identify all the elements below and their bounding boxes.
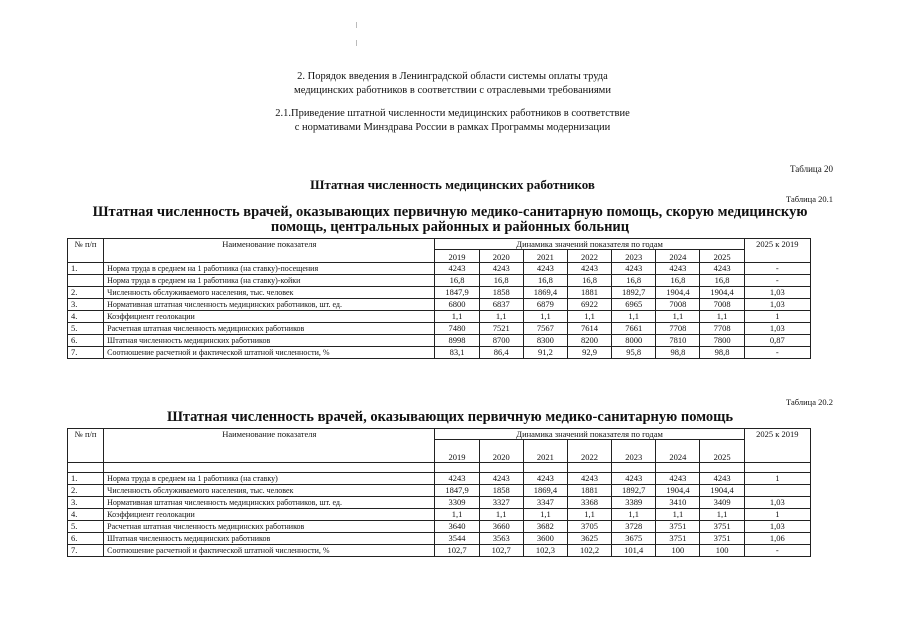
- ratio-cell: -: [744, 347, 810, 359]
- value-cell: 4243: [479, 473, 523, 485]
- table-row: [68, 323, 811, 335]
- value-cell: 16,8: [435, 275, 479, 287]
- value-cell: 95,8: [612, 347, 656, 359]
- empty-cell: [523, 463, 567, 473]
- value-cell: 16,8: [479, 275, 523, 287]
- value-cell: 1,1: [612, 311, 656, 323]
- empty-cell: [435, 463, 479, 473]
- empty-cell: [656, 463, 700, 473]
- value-cell: 3728: [612, 521, 656, 533]
- value-cell: 3751: [700, 521, 744, 533]
- ratio-cell: -: [744, 275, 810, 287]
- spacer-row: [68, 463, 811, 473]
- value-cell: 1858: [479, 485, 523, 497]
- value-cell: 7708: [656, 323, 700, 335]
- row-number: [68, 275, 104, 287]
- value-cell: 86,4: [479, 347, 523, 359]
- value-cell: 1904,4: [700, 287, 744, 299]
- value-cell: 3640: [435, 521, 479, 533]
- value-cell: 6800: [435, 299, 479, 311]
- year-header: 2023: [612, 250, 656, 263]
- value-cell: 8200: [567, 335, 611, 347]
- value-cell: 16,8: [656, 275, 700, 287]
- row-number: 2.: [68, 485, 104, 497]
- section-heading: [0, 70, 905, 98]
- table-row: [68, 287, 811, 299]
- ratio-cell: 0,87: [744, 335, 810, 347]
- value-cell: 1904,4: [656, 485, 700, 497]
- year-header: 2019: [435, 250, 479, 263]
- value-cell: 98,8: [700, 347, 744, 359]
- value-cell: 4243: [567, 263, 611, 275]
- value-cell: 3409: [700, 497, 744, 509]
- value-cell: 3327: [479, 497, 523, 509]
- empty-cell: [612, 463, 656, 473]
- value-cell: 100: [656, 545, 700, 557]
- row-number: 7.: [68, 545, 104, 557]
- value-cell: 4243: [656, 263, 700, 275]
- row-number: 3.: [68, 299, 104, 311]
- value-cell: 1904,4: [700, 485, 744, 497]
- value-cell: 3751: [656, 521, 700, 533]
- table-row: [68, 521, 811, 533]
- value-cell: 7661: [612, 323, 656, 335]
- value-cell: 3682: [523, 521, 567, 533]
- value-cell: 98,8: [656, 347, 700, 359]
- value-cell: 3675: [612, 533, 656, 545]
- value-cell: 1,1: [656, 509, 700, 521]
- ratio-cell: 1,03: [744, 323, 810, 335]
- value-cell: 16,8: [700, 275, 744, 287]
- year-header: 2024: [656, 440, 700, 463]
- value-cell: 1,1: [656, 311, 700, 323]
- value-cell: 1881: [567, 485, 611, 497]
- col-header-name: Наименование показателя: [104, 429, 435, 463]
- value-cell: 102,2: [567, 545, 611, 557]
- ratio-cell: -: [744, 545, 810, 557]
- row-number: 1.: [68, 473, 104, 485]
- row-name: Расчетная штатная численность медицинских работников: [104, 323, 435, 335]
- value-cell: 1,1: [523, 311, 567, 323]
- row-number: 6.: [68, 533, 104, 545]
- table-row: [68, 485, 811, 497]
- table-row: [68, 533, 811, 545]
- value-cell: 1847,9: [435, 485, 479, 497]
- value-cell: 102,7: [435, 545, 479, 557]
- col-header-dynamics: Динамика значений показателя по годам: [435, 429, 744, 440]
- value-cell: 1904,4: [656, 287, 700, 299]
- ratio-cell: 1: [744, 473, 810, 485]
- value-cell: 1,1: [700, 509, 744, 521]
- value-cell: 7008: [700, 299, 744, 311]
- row-number: 6.: [68, 335, 104, 347]
- value-cell: 4243: [523, 263, 567, 275]
- ratio-cell: 1,03: [744, 521, 810, 533]
- value-cell: 7614: [567, 323, 611, 335]
- value-cell: 4243: [567, 473, 611, 485]
- empty-cell: [104, 463, 435, 473]
- table-row: [68, 335, 811, 347]
- value-cell: 16,8: [612, 275, 656, 287]
- value-cell: 1858: [479, 287, 523, 299]
- year-header: 2025: [700, 250, 744, 263]
- row-number: 5.: [68, 323, 104, 335]
- value-cell: 1,1: [435, 311, 479, 323]
- value-cell: 8300: [523, 335, 567, 347]
- value-cell: 7521: [479, 323, 523, 335]
- value-cell: 7810: [656, 335, 700, 347]
- value-cell: 1,1: [479, 311, 523, 323]
- value-cell: 3347: [523, 497, 567, 509]
- year-header: 2025: [700, 440, 744, 463]
- value-cell: 3660: [479, 521, 523, 533]
- table1-title: Штатная численность врачей, оказывающих первичную медико-санитарную помощь, скорую медицинскую помощь, центральных районных и районных больниц: [92, 204, 808, 235]
- row-name: Коэффициент геолокации: [104, 509, 435, 521]
- main-title: Штатная численность медицинских работников: [310, 177, 595, 192]
- value-cell: 4243: [612, 263, 656, 275]
- row-name: Расчетная штатная численность медицинских работников: [104, 521, 435, 533]
- value-cell: 3625: [567, 533, 611, 545]
- table-row: [68, 497, 811, 509]
- value-cell: 8998: [435, 335, 479, 347]
- row-name: Норма труда в среднем на 1 работника (на ставку): [104, 473, 435, 485]
- col-header-no: № п/п: [68, 239, 104, 263]
- value-cell: 1847,9: [435, 287, 479, 299]
- value-cell: 3309: [435, 497, 479, 509]
- table2-body: [68, 463, 811, 557]
- value-cell: 8000: [612, 335, 656, 347]
- section-heading-line2: медицинских работников в соответствии с отраслевыми требованиями: [294, 85, 611, 96]
- value-cell: 1,1: [612, 509, 656, 521]
- value-cell: 6837: [479, 299, 523, 311]
- year-header: 2021: [523, 440, 567, 463]
- row-number: 4.: [68, 509, 104, 521]
- row-name: Соотношение расчетной и фактической штатной численности, %: [104, 545, 435, 557]
- value-cell: 1,1: [479, 509, 523, 521]
- value-cell: 102,3: [523, 545, 567, 557]
- row-number: 3.: [68, 497, 104, 509]
- table-row: [68, 473, 811, 485]
- empty-cell: [744, 463, 810, 473]
- value-cell: 91,2: [523, 347, 567, 359]
- year-header: 2020: [479, 440, 523, 463]
- row-name: Норма труда в среднем на 1 работника (на ставку)-посещения: [104, 263, 435, 275]
- value-cell: 3751: [656, 533, 700, 545]
- value-cell: 6879: [523, 299, 567, 311]
- table-row: [68, 347, 811, 359]
- value-cell: 4243: [656, 473, 700, 485]
- table-row: [68, 311, 811, 323]
- table-row: [68, 545, 811, 557]
- table-ref-20-1: Таблица 20.1: [786, 194, 833, 204]
- value-cell: 3389: [612, 497, 656, 509]
- value-cell: 83,1: [435, 347, 479, 359]
- row-name: Нормативная штатная численность медицинских работников, шт. ед.: [104, 497, 435, 509]
- value-cell: 1892,7: [612, 485, 656, 497]
- table-row: [68, 275, 811, 287]
- value-cell: 92,9: [567, 347, 611, 359]
- year-header: 2022: [567, 250, 611, 263]
- value-cell: 7480: [435, 323, 479, 335]
- row-name: Соотношение расчетной и фактической штатной численности, %: [104, 347, 435, 359]
- value-cell: 8700: [479, 335, 523, 347]
- value-cell: 3705: [567, 521, 611, 533]
- year-header: 2024: [656, 250, 700, 263]
- table-ref-20: Таблица 20: [790, 164, 833, 174]
- value-cell: 7800: [700, 335, 744, 347]
- year-header: 2021: [523, 250, 567, 263]
- value-cell: 3563: [479, 533, 523, 545]
- value-cell: 4243: [700, 263, 744, 275]
- table-row: [68, 509, 811, 521]
- row-number: 1.: [68, 263, 104, 275]
- year-header: 2020: [479, 250, 523, 263]
- row-name: Коэффициент геолокации: [104, 311, 435, 323]
- table2-title: Штатная численность врачей, оказывающих первичную медико-санитарную помощь: [166, 409, 734, 425]
- row-name: Штатная численность медицинских работников: [104, 335, 435, 347]
- year-header: 2023: [612, 440, 656, 463]
- section-heading-line1: 2. Порядок введения в Ленинградской области системы оплаты труда: [297, 71, 608, 82]
- subsection-heading-line1: 2.1.Приведение штатной численности медицинских работников в соответствие: [275, 108, 630, 119]
- value-cell: 1881: [567, 287, 611, 299]
- value-cell: 1,1: [700, 311, 744, 323]
- ratio-cell: 1: [744, 311, 810, 323]
- empty-cell: [700, 463, 744, 473]
- scan-mark: [356, 40, 357, 46]
- empty-cell: [567, 463, 611, 473]
- ratio-cell: 1,03: [744, 287, 810, 299]
- value-cell: 101,4: [612, 545, 656, 557]
- value-cell: 3544: [435, 533, 479, 545]
- year-header: 2019: [435, 440, 479, 463]
- value-cell: 7567: [523, 323, 567, 335]
- value-cell: 4243: [612, 473, 656, 485]
- value-cell: 16,8: [523, 275, 567, 287]
- table1-body: [68, 263, 811, 359]
- subsection-heading-line2: с нормативами Минздрава России в рамках Программы модернизации: [294, 122, 611, 133]
- col-header-name: Наименование показателя: [104, 239, 435, 263]
- value-cell: 6965: [612, 299, 656, 311]
- table-row: [68, 263, 811, 275]
- scan-mark: [356, 22, 357, 28]
- ratio-cell: 1: [744, 509, 810, 521]
- value-cell: 6922: [567, 299, 611, 311]
- ratio-cell: 1,03: [744, 299, 810, 311]
- row-number: 4.: [68, 311, 104, 323]
- value-cell: 3751: [700, 533, 744, 545]
- value-cell: 102,7: [479, 545, 523, 557]
- value-cell: 3410: [656, 497, 700, 509]
- col-header-ratio: 2025 к 2019: [744, 239, 810, 263]
- col-header-dynamics: Динамика значений показателя по годам: [435, 239, 744, 250]
- table-20-1: [67, 238, 811, 359]
- value-cell: 16,8: [567, 275, 611, 287]
- subsection-heading: [0, 107, 905, 135]
- empty-cell: [479, 463, 523, 473]
- value-cell: 4243: [700, 473, 744, 485]
- empty-cell: [68, 463, 104, 473]
- year-header: 2022: [567, 440, 611, 463]
- value-cell: 7708: [700, 323, 744, 335]
- row-number: 7.: [68, 347, 104, 359]
- value-cell: 1,1: [567, 311, 611, 323]
- value-cell: 1869,4: [523, 485, 567, 497]
- table-20-2: [67, 428, 811, 557]
- ratio-cell: 1,06: [744, 533, 810, 545]
- ratio-cell: -: [744, 263, 810, 275]
- value-cell: 3368: [567, 497, 611, 509]
- row-name: Норма труда в среднем на 1 работника (на ставку)-койки: [104, 275, 435, 287]
- ratio-cell: 1,03: [744, 497, 810, 509]
- row-name: Численность обслуживаемого населения, тыс. человек: [104, 485, 435, 497]
- value-cell: 4243: [479, 263, 523, 275]
- value-cell: 4243: [435, 263, 479, 275]
- value-cell: 1869,4: [523, 287, 567, 299]
- col-header-ratio: 2025 к 2019: [744, 429, 810, 463]
- value-cell: 4243: [523, 473, 567, 485]
- value-cell: 1,1: [435, 509, 479, 521]
- value-cell: 1,1: [523, 509, 567, 521]
- ratio-cell: [744, 485, 810, 497]
- value-cell: 3600: [523, 533, 567, 545]
- value-cell: 4243: [435, 473, 479, 485]
- value-cell: 1,1: [567, 509, 611, 521]
- table-ref-20-2: Таблица 20.2: [786, 397, 833, 407]
- row-name: Нормативная штатная численность медицинских работников, шт. ед.: [104, 299, 435, 311]
- table-row: [68, 299, 811, 311]
- row-number: 5.: [68, 521, 104, 533]
- row-name: Штатная численность медицинских работников: [104, 533, 435, 545]
- col-header-no: № п/п: [68, 429, 104, 463]
- value-cell: 1892,7: [612, 287, 656, 299]
- value-cell: 100: [700, 545, 744, 557]
- row-number: 2.: [68, 287, 104, 299]
- value-cell: 7008: [656, 299, 700, 311]
- row-name: Численность обслуживаемого населения, тыс. человек: [104, 287, 435, 299]
